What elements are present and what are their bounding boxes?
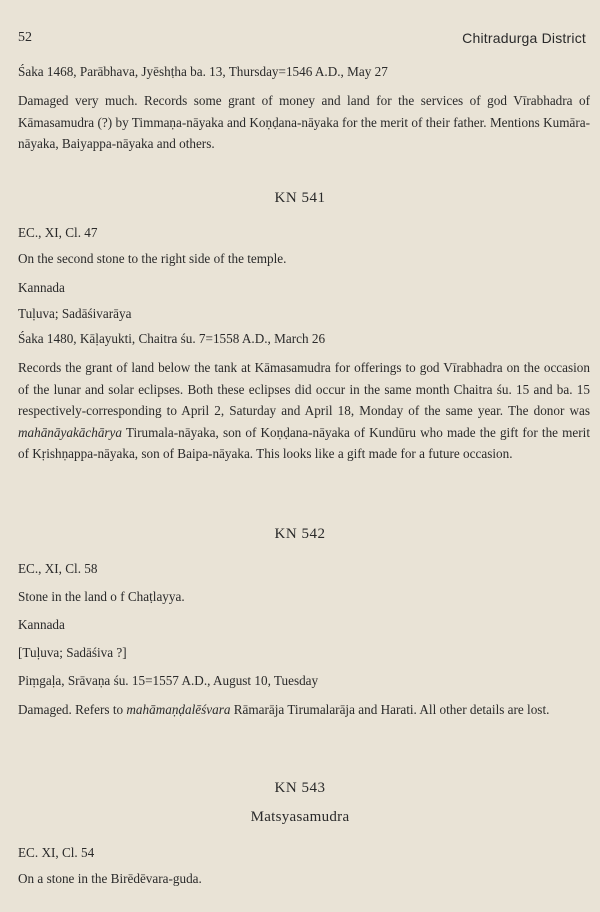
kn541-description: [18, 357, 590, 465]
running-head: Chitradurga District: [462, 30, 586, 46]
kn541-reference: EC., XI, Cl. 47: [18, 225, 98, 240]
kn543-heading: KN 543: [274, 780, 326, 796]
kn542-date-line: Piṃgaḷa, Srāvaṇa śu. 15=1557 A.D., August 10, Tuesday: [18, 673, 319, 688]
kn542-language: Kannada: [18, 617, 65, 632]
kn541-description-text-1: Records the grant of land below the tank at Kāmasamudra for offerings to god Vīrabhadra on the occasion of the lunar and solar eclipses. Both these eclipses did occur in the same month Chaitra śu. 15 and ba. 15 respectively-corresponding to April 2, Saturday and April 18, Monday of the same year. The donor was: [18, 360, 590, 418]
kn541-heading: KN 541: [274, 190, 326, 206]
kn541-language: Kannada: [18, 280, 65, 295]
page-number: 52: [18, 30, 32, 45]
kn542-description: [18, 699, 590, 721]
kn542-description-text-1: Damaged. Refers to: [18, 702, 127, 717]
kn542-dynasty: [Tuḷuva; Sadāśiva ?]: [18, 645, 127, 660]
kn541-title-italic: mahānāyakāchārya: [18, 424, 123, 440]
page-header: [18, 30, 586, 50]
kn541-dynasty: Tuḷuva; Sadāśivarāya: [18, 306, 132, 321]
kn542-location: Stone in the land o f Chaṭlayya.: [18, 589, 185, 604]
kn542-reference: EC., XI, Cl. 58: [18, 561, 98, 576]
kn542-description-text-2: Rāmarāja Tirumalarāja and Harati. All other details are lost.: [230, 702, 550, 717]
kn541-location: On the second stone to the right side of the temple.: [18, 251, 287, 266]
kn543-location: On a stone in the Birēdēvara-guda.: [18, 871, 202, 886]
kn541-description-text-2: Tirumala-nāyaka, son of Koṇḍana-nāyaka of Kundūru who made the gift for the merit of Kṛishṇappa-nāyaka, son of Baipa-nāyaka. This looks like a gift made for a future occasion.: [18, 424, 590, 461]
intro-description: Damaged very much. Records some grant of money and land for the services of god Vīrabhadra of Kāmasamudra (?) by Timmaṇa-nāyaka and Koṇḍana-nāyaka for the merit of their father. Mentions Kumāra-nāyaka, Baiyappa-nāyaka and others.: [18, 93, 590, 151]
intro-date-line: Śaka 1468, Parābhava, Jyēshṭha ba. 13, Thursday=1546 A.D., May 27: [18, 64, 388, 79]
kn542-title-italic: mahāmaṇḍalēśvara: [126, 702, 231, 717]
kn543-reference: EC. XI, Cl. 54: [18, 845, 95, 860]
kn543-village: Matsyasamudra: [250, 809, 350, 825]
kn541-date-line: Śaka 1480, Kāḷayukti, Chaitra śu. 7=1558 A.D., March 26: [18, 331, 326, 346]
kn542-heading: KN 542: [274, 526, 326, 542]
